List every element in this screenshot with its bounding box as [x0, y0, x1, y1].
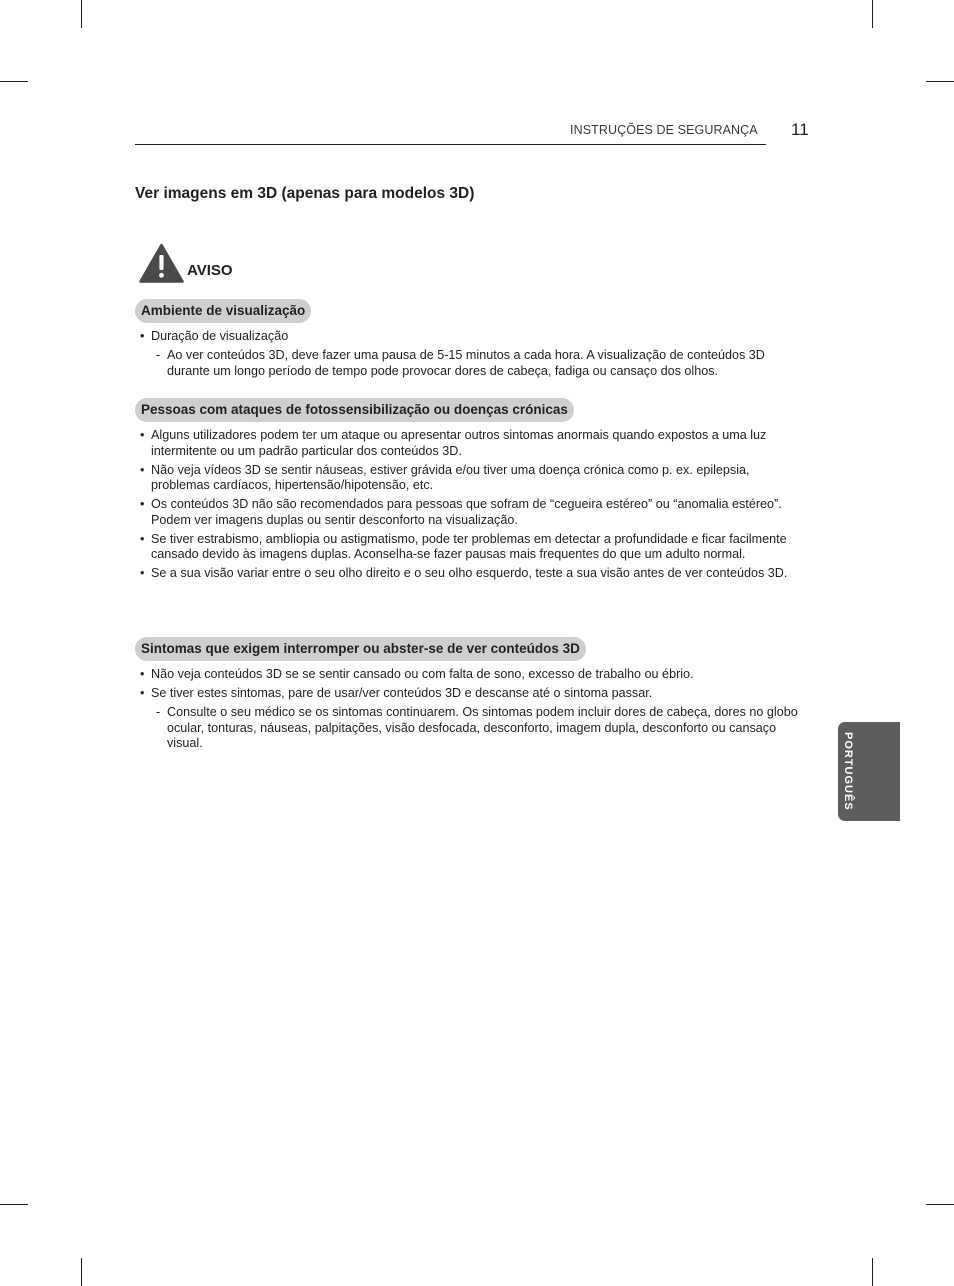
running-header-title: INSTRUÇÕES DE SEGURANÇA [570, 123, 758, 137]
bullet: • [140, 329, 145, 343]
subsection-heading-photosensitivity: Pessoas com ataques de fotossensibilização ou doenças crónicas [135, 398, 574, 422]
dash: - [156, 704, 161, 719]
list-subitem-text: Consulte o seu médico se os sintomas continuarem. Os sintomas podem incluir dores de cabeça, dores no globo ocular, tonturas, náuseas, palpitações, visão desfocada, desconforto, imagem dupla, desconforto ou cansaço visual. [167, 704, 798, 751]
list-item [135, 686, 800, 702]
crop-mark [81, 0, 82, 28]
dash: - [156, 347, 161, 362]
language-tab-label: PORTUGUÊS [842, 732, 854, 811]
page-number: 11 [791, 120, 809, 139]
list-item [135, 428, 800, 459]
list-subitem [135, 348, 800, 379]
crop-mark [872, 1258, 873, 1286]
bullet: • [140, 531, 145, 546]
crop-mark [926, 81, 954, 82]
crop-mark [81, 1258, 82, 1286]
crop-mark [926, 1204, 954, 1205]
list-item [135, 566, 800, 582]
list-item-text: Alguns utilizadores podem ter um ataque ou apresentar outros sintomas anormais quando expostos a uma luz intermitente ou um padrão particular dos conteúdos 3D. [151, 428, 767, 458]
bullet: • [140, 667, 145, 681]
list-item-text: Se tiver estrabismo, ambliopia ou astigmatismo, pode ter problemas em detectar a profundidade e ficar facilmente cansado devido às imagens duplas. Aconselha-se fazer pausas mais frequentes do que um adulto normal. [151, 531, 787, 562]
bullet: • [140, 566, 145, 581]
section-title: Ver imagens em 3D (apenas para modelos 3D) [135, 185, 475, 202]
crop-mark [872, 0, 873, 28]
crop-mark [0, 81, 28, 82]
list-item [135, 667, 800, 683]
list-item [135, 329, 800, 345]
list-item-text: Duração de visualização [151, 329, 289, 343]
bullet: • [140, 497, 145, 512]
list-photosensitivity [135, 428, 800, 585]
crop-mark [0, 1204, 28, 1205]
list-item-text: Os conteúdos 3D não são recomendados para pessoas que sofram de “cegueira estéreo” ou “anomalia estéreo”. Podem ver imagens duplas ou sentir desconforto na visualização. [151, 497, 782, 527]
list-item-text: Não veja vídeos 3D se sentir náuseas, estiver grávida e/ou tiver uma doença crónica como p. ex. epilepsia, problemas cardíacos, hipertensão/hipotensão, etc. [151, 462, 750, 493]
list-item-text: Se tiver estes sintomas, pare de usar/ver conteúdos 3D e descanse até o sintoma passar. [151, 685, 653, 700]
bullet: • [140, 428, 145, 442]
list-symptoms [135, 667, 800, 755]
list-item [135, 497, 800, 528]
bullet: • [140, 685, 145, 700]
warning-triangle-icon [139, 243, 184, 283]
list-subitem-text: Ao ver conteúdos 3D, deve fazer uma pausa de 5-15 minutos a cada hora. A visualização de conteúdos 3D durante um longo período de tempo pode provocar dores de cabeça, fadiga ou cansaço dos olhos. [167, 347, 765, 378]
subsection-heading-symptoms: Sintomas que exigem interromper ou abster-se de ver conteúdos 3D [135, 637, 586, 661]
list-viewing-environment [135, 329, 800, 383]
bullet: • [140, 462, 145, 477]
list-item-text: Não veja conteúdos 3D se se sentir cansado ou com falta de sono, excesso de trabalho ou ébrio. [151, 667, 694, 681]
list-item [135, 532, 800, 563]
subsection-heading-viewing-environment: Ambiente de visualização [135, 299, 311, 323]
list-subitem [135, 705, 800, 752]
header-divider [135, 144, 766, 145]
list-item-text: Se a sua visão variar entre o seu olho direito e o seu olho esquerdo, teste a sua visão antes de ver conteúdos 3D. [151, 566, 788, 581]
warning-label: AVISO [187, 262, 233, 279]
list-item [135, 463, 800, 494]
